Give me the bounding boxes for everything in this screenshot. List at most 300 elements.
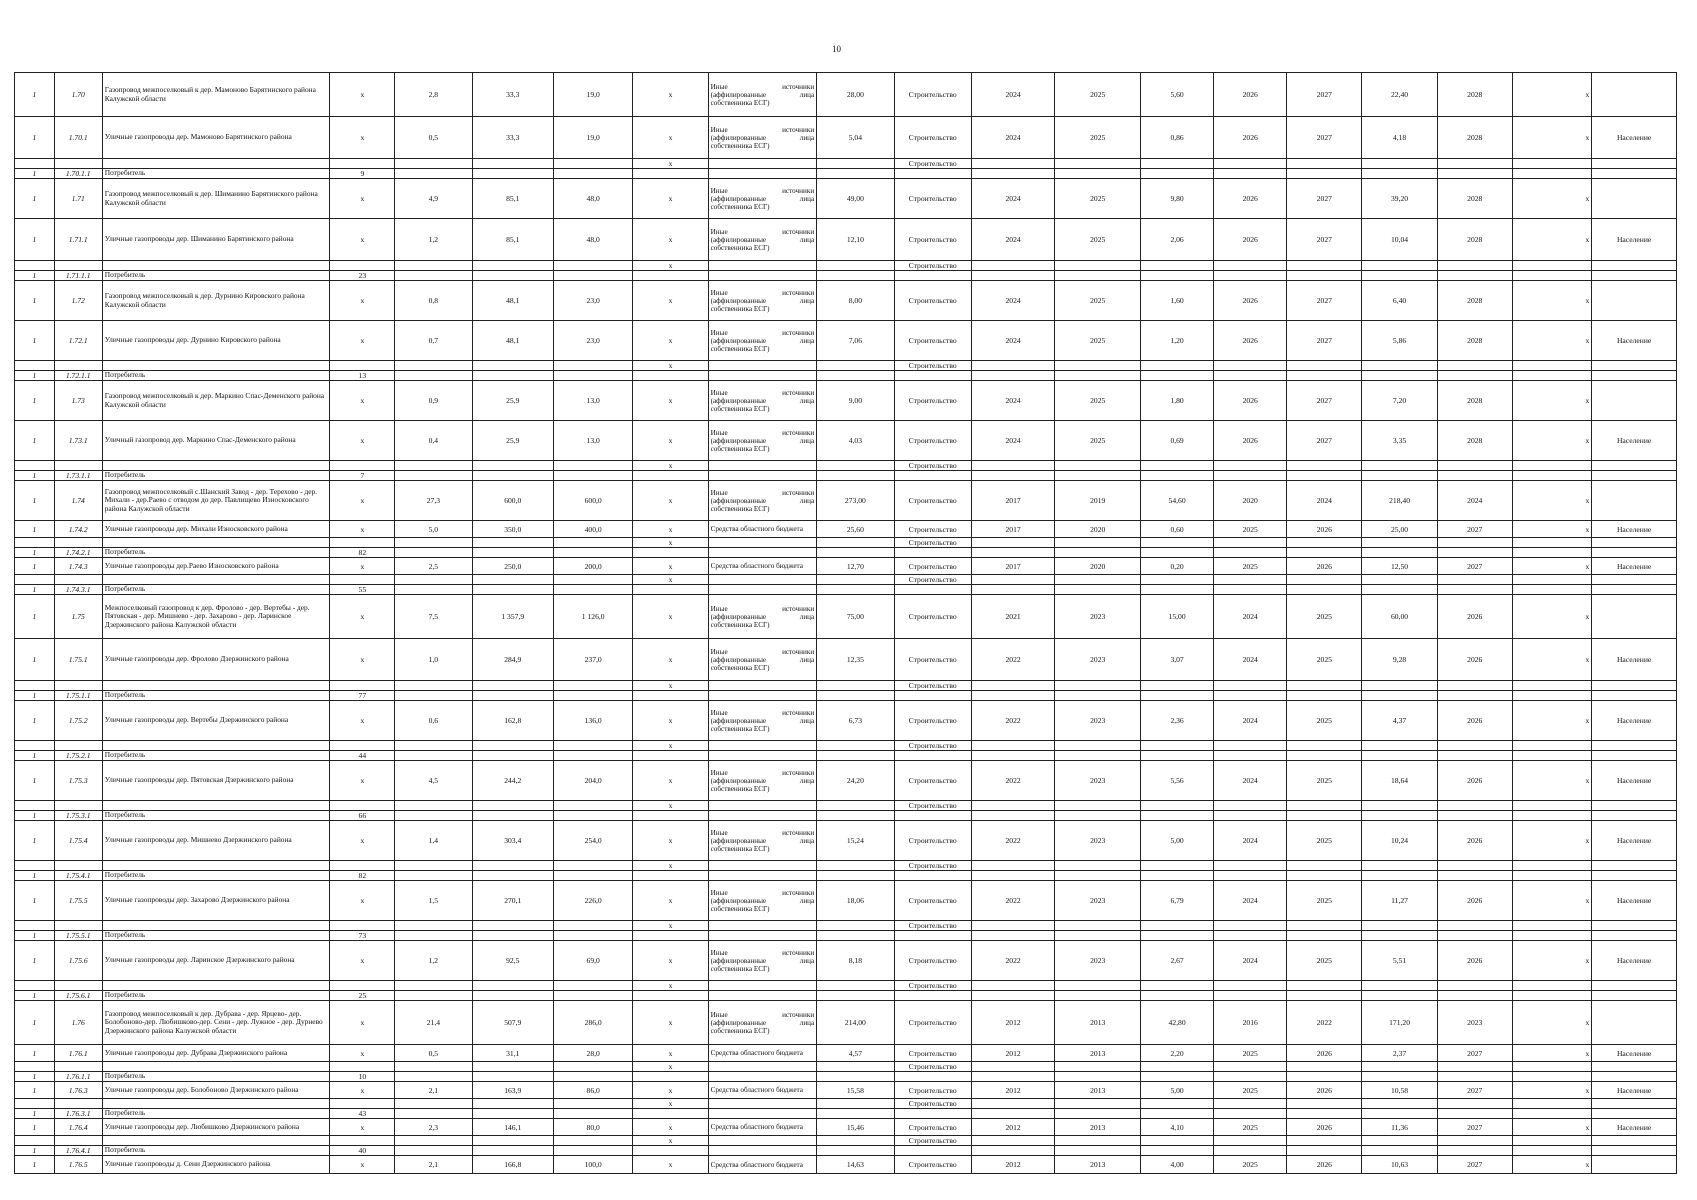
cell-item-number: [54, 681, 102, 691]
cell-level: [15, 461, 55, 471]
cell-stage2-end: [1287, 1099, 1362, 1109]
cell-length: [395, 371, 472, 381]
cell-end-year: 2023: [1055, 941, 1141, 981]
cell-end-year: [1055, 575, 1141, 585]
cell-level: 1: [15, 701, 55, 741]
cell-stage1-cost: [1141, 751, 1214, 761]
cell-length: [395, 159, 472, 169]
cell-category: Население: [1592, 1045, 1677, 1062]
table-row: [15, 471, 1677, 481]
cell-level: 1: [15, 558, 55, 575]
cell-end-year: [1055, 538, 1141, 548]
cell-completion-year: 2026: [1437, 881, 1512, 921]
cell-end-year: [1055, 1062, 1141, 1072]
cell-funding-source: [708, 871, 817, 881]
cell-item-number: 1.76.3: [54, 1082, 102, 1099]
cell-cost: 273,00: [817, 481, 894, 521]
cell-object-name: [102, 681, 330, 691]
cell-length: 4,9: [395, 179, 472, 219]
cell-funding-source: [708, 548, 817, 558]
cell-stage1-cost: 2,20: [1141, 1045, 1214, 1062]
cell-completion-year: [1437, 461, 1512, 471]
cell-level: [15, 361, 55, 371]
cell-col-x-1: 44: [330, 751, 395, 761]
cell-diameter-1: 25,9: [472, 381, 553, 421]
cell-level: 1: [15, 371, 55, 381]
cell-stage2-end: 2027: [1287, 73, 1362, 117]
cell-col-x-3: [1512, 538, 1591, 548]
cell-stage2-cost: [1362, 538, 1437, 548]
cell-diameter-2: [553, 811, 632, 821]
cell-end-year: [1055, 811, 1141, 821]
cell-object-name: [102, 361, 330, 371]
cell-length: 2,8: [395, 73, 472, 117]
cell-stage2-cost: [1362, 861, 1437, 871]
cell-end-year: [1055, 741, 1141, 751]
cell-stage2-start: 2024: [1214, 821, 1287, 861]
cell-item-number: 1.75.5: [54, 881, 102, 921]
cell-col-x-2: x: [633, 558, 708, 575]
cell-object-name: [102, 1099, 330, 1109]
cell-col-x-1: x: [330, 481, 395, 521]
cell-length: [395, 741, 472, 751]
cell-level: 1: [15, 811, 55, 821]
cell-start-year: [971, 931, 1055, 941]
cell-stage2-start: [1214, 371, 1287, 381]
cell-completion-year: [1437, 861, 1512, 871]
cell-stage2-cost: [1362, 585, 1437, 595]
cell-length: [395, 691, 472, 701]
cell-work-type: Строительство: [894, 981, 971, 991]
cell-funding-source: [708, 169, 817, 179]
cell-stage1-cost: [1141, 1109, 1214, 1119]
cell-cost: 14,63: [817, 1156, 894, 1174]
cell-stage2-cost: [1362, 1146, 1437, 1156]
cell-funding-source: Средства областного бюджета: [708, 521, 817, 538]
cell-funding-source: [708, 861, 817, 871]
cell-object-name: Потребитель: [102, 811, 330, 821]
cell-completion-year: 2024: [1437, 481, 1512, 521]
cell-col-x-1: [330, 461, 395, 471]
cell-length: [395, 1062, 472, 1072]
cell-start-year: [971, 741, 1055, 751]
cell-cost: [817, 271, 894, 281]
table-row: [15, 548, 1677, 558]
cell-length: [395, 1072, 472, 1082]
cell-end-year: [1055, 1136, 1141, 1146]
cell-stage2-start: [1214, 1146, 1287, 1156]
cell-category: Население: [1592, 639, 1677, 681]
cell-category: [1592, 801, 1677, 811]
cell-col-x-1: x: [330, 701, 395, 741]
cell-category: [1592, 548, 1677, 558]
cell-category: [1592, 921, 1677, 931]
cell-category: [1592, 1001, 1677, 1045]
cell-length: [395, 575, 472, 585]
cell-stage2-start: 2025: [1214, 1045, 1287, 1062]
cell-col-x-3: x: [1512, 1119, 1591, 1136]
cell-stage2-start: [1214, 361, 1287, 371]
cell-cost: [817, 471, 894, 481]
cell-work-type: Строительство: [894, 521, 971, 538]
cell-stage2-cost: 39,20: [1362, 179, 1437, 219]
table-row: [15, 1082, 1677, 1099]
cell-col-x-2: [633, 1072, 708, 1082]
cell-stage2-start: [1214, 741, 1287, 751]
cell-stage2-cost: 10,58: [1362, 1082, 1437, 1099]
cell-stage2-cost: [1362, 1099, 1437, 1109]
cell-cost: [817, 159, 894, 169]
table-row: [15, 481, 1677, 521]
cell-item-number: 1.71.1: [54, 219, 102, 261]
cell-diameter-1: 284,9: [472, 639, 553, 681]
cell-end-year: 2013: [1055, 1001, 1141, 1045]
cell-stage1-cost: [1141, 691, 1214, 701]
cell-length: [395, 169, 472, 179]
cell-end-year: 2025: [1055, 321, 1141, 361]
cell-length: [395, 921, 472, 931]
table-row: [15, 921, 1677, 931]
cell-length: 0,5: [395, 1045, 472, 1062]
cell-diameter-2: [553, 271, 632, 281]
cell-stage1-cost: [1141, 548, 1214, 558]
cell-diameter-1: 25,9: [472, 421, 553, 461]
cell-end-year: 2023: [1055, 881, 1141, 921]
cell-diameter-1: [472, 159, 553, 169]
cell-work-type: Строительство: [894, 421, 971, 461]
cell-stage2-cost: [1362, 361, 1437, 371]
table-row: [15, 179, 1677, 219]
cell-level: 1: [15, 821, 55, 861]
cell-work-type: [894, 811, 971, 821]
cell-level: 1: [15, 381, 55, 421]
cell-cost: 75,00: [817, 595, 894, 639]
cell-item-number: 1.75.6: [54, 941, 102, 981]
cell-col-x-3: [1512, 585, 1591, 595]
cell-cost: 15,58: [817, 1082, 894, 1099]
cell-stage2-end: 2027: [1287, 421, 1362, 461]
cell-work-type: [894, 548, 971, 558]
cell-length: [395, 811, 472, 821]
cell-object-name: Уличные газопроводы дер. Фролово Дзержинского района: [102, 639, 330, 681]
cell-item-number: 1.76.4: [54, 1119, 102, 1136]
cell-stage1-cost: [1141, 1146, 1214, 1156]
cell-stage2-cost: 4,37: [1362, 701, 1437, 741]
cell-category: [1592, 1146, 1677, 1156]
cell-stage1-cost: [1141, 931, 1214, 941]
cell-end-year: [1055, 751, 1141, 761]
cell-stage2-end: 2025: [1287, 701, 1362, 741]
cell-col-x-2: x: [633, 681, 708, 691]
cell-start-year: 2017: [971, 481, 1055, 521]
cell-item-number: 1.76.1.1: [54, 1072, 102, 1082]
cell-completion-year: [1437, 585, 1512, 595]
cell-item-number: [54, 921, 102, 931]
cell-diameter-2: 600,0: [553, 481, 632, 521]
cell-category: [1592, 991, 1677, 1001]
cell-diameter-1: 31,1: [472, 1045, 553, 1062]
cell-object-name: Уличные газопроводы дер.Раево Износковского района: [102, 558, 330, 575]
cell-object-name: Потребитель: [102, 1146, 330, 1156]
cell-object-name: Газопровод межпоселковый с.Шанский Завод - дер. Терехово - дер. Михали - дер.Раево с отводом до дер. Павлищево Износковского района Калужской области: [102, 481, 330, 521]
cell-level: 1: [15, 1082, 55, 1099]
cell-diameter-1: 507,9: [472, 1001, 553, 1045]
table-row: [15, 521, 1677, 538]
cell-level: 1: [15, 481, 55, 521]
cell-length: 2,3: [395, 1119, 472, 1136]
cell-diameter-2: 23,0: [553, 281, 632, 321]
table-row: [15, 881, 1677, 921]
cell-stage2-start: [1214, 261, 1287, 271]
cell-start-year: 2012: [971, 1156, 1055, 1174]
cell-col-x-2: [633, 585, 708, 595]
cell-item-number: 1.76.3.1: [54, 1109, 102, 1119]
cell-cost: 214,00: [817, 1001, 894, 1045]
cell-start-year: [971, 548, 1055, 558]
cell-level: 1: [15, 548, 55, 558]
cell-completion-year: [1437, 751, 1512, 761]
cell-category: [1592, 741, 1677, 751]
cell-funding-source: [708, 1072, 817, 1082]
cell-stage2-end: 2025: [1287, 821, 1362, 861]
cell-start-year: [971, 1072, 1055, 1082]
cell-object-name: Газопровод межпоселковый к дер. Дубрава - дер. Ярцево- дер. Болобоново-дер. Любишково-дер. Сени - дер. Лужное - дер. Дурнево Дзержинского района Калужской области: [102, 1001, 330, 1045]
cell-work-type: [894, 751, 971, 761]
cell-work-type: Строительство: [894, 941, 971, 981]
cell-funding-source: Иные источники (аффилированные лица собственника ЕСГ): [708, 761, 817, 801]
cell-diameter-2: 13,0: [553, 381, 632, 421]
cell-completion-year: [1437, 1109, 1512, 1119]
cell-end-year: [1055, 931, 1141, 941]
cell-item-number: 1.75.2.1: [54, 751, 102, 761]
cell-funding-source: [708, 681, 817, 691]
cell-length: [395, 538, 472, 548]
table-row: [15, 941, 1677, 981]
cell-stage1-cost: [1141, 575, 1214, 585]
cell-stage1-cost: [1141, 1099, 1214, 1109]
cell-item-number: 1.75.1: [54, 639, 102, 681]
cell-item-number: 1.71.1.1: [54, 271, 102, 281]
cell-col-x-3: x: [1512, 1082, 1591, 1099]
cell-completion-year: [1437, 538, 1512, 548]
cell-object-name: [102, 741, 330, 751]
cell-item-number: 1.74.3: [54, 558, 102, 575]
cell-level: 1: [15, 179, 55, 219]
cell-diameter-1: [472, 1099, 553, 1109]
cell-start-year: [971, 861, 1055, 871]
cell-end-year: [1055, 169, 1141, 179]
cell-col-x-3: x: [1512, 281, 1591, 321]
cell-category: [1592, 261, 1677, 271]
cell-cost: 4,03: [817, 421, 894, 461]
cell-category: [1592, 861, 1677, 871]
cell-col-x-3: [1512, 361, 1591, 371]
cell-col-x-1: x: [330, 321, 395, 361]
cell-cost: 8,18: [817, 941, 894, 981]
table-row: [15, 575, 1677, 585]
cell-end-year: 2023: [1055, 761, 1141, 801]
cell-start-year: [971, 461, 1055, 471]
cell-object-name: [102, 538, 330, 548]
cell-stage2-end: [1287, 991, 1362, 1001]
cell-cost: 12,10: [817, 219, 894, 261]
cell-col-x-1: [330, 361, 395, 371]
table-row: [15, 421, 1677, 461]
cell-col-x-1: 73: [330, 931, 395, 941]
cell-stage2-cost: [1362, 169, 1437, 179]
cell-work-type: Строительство: [894, 1082, 971, 1099]
cell-stage2-start: [1214, 981, 1287, 991]
cell-col-x-1: 55: [330, 585, 395, 595]
cell-stage2-cost: 11,27: [1362, 881, 1437, 921]
table-row: [15, 159, 1677, 169]
cell-start-year: 2012: [971, 1001, 1055, 1045]
cell-object-name: [102, 1062, 330, 1072]
cell-diameter-1: [472, 1146, 553, 1156]
cell-start-year: 2022: [971, 701, 1055, 741]
cell-stage1-cost: 4,10: [1141, 1119, 1214, 1136]
cell-completion-year: [1437, 271, 1512, 281]
cell-object-name: Уличные газопроводы дер. Пятовская Дзержинского района: [102, 761, 330, 801]
cell-diameter-1: [472, 931, 553, 941]
cell-work-type: Строительство: [894, 821, 971, 861]
cell-col-x-2: x: [633, 219, 708, 261]
cell-item-number: [54, 361, 102, 371]
cell-cost: [817, 548, 894, 558]
cell-stage1-cost: [1141, 861, 1214, 871]
cell-completion-year: [1437, 981, 1512, 991]
cell-cost: [817, 575, 894, 585]
cell-category: [1592, 179, 1677, 219]
cell-category: Население: [1592, 1119, 1677, 1136]
investment-program-table: [14, 72, 1677, 1174]
cell-level: [15, 921, 55, 931]
cell-length: 21,4: [395, 1001, 472, 1045]
cell-stage2-end: 2025: [1287, 595, 1362, 639]
cell-col-x-1: x: [330, 595, 395, 639]
cell-diameter-1: [472, 801, 553, 811]
cell-category: [1592, 361, 1677, 371]
cell-start-year: 2024: [971, 179, 1055, 219]
cell-start-year: [971, 1062, 1055, 1072]
cell-funding-source: [708, 931, 817, 941]
cell-diameter-2: 80,0: [553, 1119, 632, 1136]
cell-work-type: Строительство: [894, 481, 971, 521]
cell-diameter-1: [472, 271, 553, 281]
cell-end-year: 2013: [1055, 1119, 1141, 1136]
cell-stage1-cost: [1141, 811, 1214, 821]
cell-col-x-1: x: [330, 281, 395, 321]
cell-work-type: [894, 271, 971, 281]
cell-object-name: Потребитель: [102, 991, 330, 1001]
table-row: [15, 861, 1677, 871]
cell-end-year: 2013: [1055, 1082, 1141, 1099]
cell-diameter-1: 85,1: [472, 179, 553, 219]
cell-diameter-1: [472, 691, 553, 701]
cell-diameter-2: [553, 871, 632, 881]
cell-stage2-cost: 10,63: [1362, 1156, 1437, 1174]
cell-start-year: [971, 921, 1055, 931]
cell-col-x-2: [633, 271, 708, 281]
cell-cost: 12,70: [817, 558, 894, 575]
table-row: [15, 1109, 1677, 1119]
cell-diameter-1: [472, 861, 553, 871]
cell-stage2-end: 2026: [1287, 1156, 1362, 1174]
cell-diameter-1: [472, 1062, 553, 1072]
cell-category: [1592, 471, 1677, 481]
cell-work-type: Строительство: [894, 741, 971, 751]
cell-funding-source: Иные источники (аффилированные лица собственника ЕСГ): [708, 481, 817, 521]
cell-diameter-1: 48,1: [472, 321, 553, 361]
cell-stage1-cost: 2,67: [1141, 941, 1214, 981]
cell-category: Население: [1592, 701, 1677, 741]
cell-length: [395, 271, 472, 281]
cell-level: 1: [15, 169, 55, 179]
cell-diameter-2: 100,0: [553, 1156, 632, 1174]
cell-col-x-3: x: [1512, 558, 1591, 575]
cell-length: [395, 861, 472, 871]
cell-completion-year: 2026: [1437, 941, 1512, 981]
cell-cost: 9,00: [817, 381, 894, 421]
cell-diameter-1: 250,0: [472, 558, 553, 575]
cell-completion-year: [1437, 1062, 1512, 1072]
cell-start-year: 2012: [971, 1082, 1055, 1099]
cell-object-name: Уличные газопроводы дер. Дурнино Кировского района: [102, 321, 330, 361]
cell-object-name: Уличные газопроводы дер. Мамоново Барятинского района: [102, 117, 330, 159]
cell-diameter-2: [553, 159, 632, 169]
cell-diameter-2: 48,0: [553, 219, 632, 261]
cell-diameter-1: 1 357,9: [472, 595, 553, 639]
cell-category: Население: [1592, 761, 1677, 801]
table-row: [15, 981, 1677, 991]
cell-stage2-start: 2026: [1214, 117, 1287, 159]
cell-work-type: Строительство: [894, 117, 971, 159]
cell-cost: [817, 538, 894, 548]
cell-stage2-end: [1287, 371, 1362, 381]
cell-cost: 4,57: [817, 1045, 894, 1062]
cell-stage2-start: [1214, 575, 1287, 585]
cell-item-number: 1.75: [54, 595, 102, 639]
cell-stage2-end: 2027: [1287, 219, 1362, 261]
cell-stage2-end: [1287, 681, 1362, 691]
cell-start-year: [971, 801, 1055, 811]
cell-stage2-end: [1287, 159, 1362, 169]
cell-category: [1592, 159, 1677, 169]
cell-col-x-3: [1512, 751, 1591, 761]
cell-col-x-1: 13: [330, 371, 395, 381]
cell-stage2-cost: [1362, 1072, 1437, 1082]
cell-cost: [817, 585, 894, 595]
cell-cost: [817, 981, 894, 991]
cell-length: 1,5: [395, 881, 472, 921]
cell-stage2-start: 2026: [1214, 281, 1287, 321]
cell-diameter-2: [553, 691, 632, 701]
cell-length: [395, 1099, 472, 1109]
cell-diameter-1: [472, 1109, 553, 1119]
cell-col-x-3: [1512, 261, 1591, 271]
cell-stage1-cost: [1141, 461, 1214, 471]
cell-col-x-3: [1512, 159, 1591, 169]
cell-col-x-2: x: [633, 1082, 708, 1099]
cell-cost: [817, 1099, 894, 1109]
cell-diameter-1: [472, 741, 553, 751]
cell-col-x-2: x: [633, 1099, 708, 1109]
cell-level: 1: [15, 751, 55, 761]
table-row: [15, 261, 1677, 271]
cell-length: [395, 585, 472, 595]
cell-stage2-end: 2027: [1287, 117, 1362, 159]
table-row: [15, 639, 1677, 681]
